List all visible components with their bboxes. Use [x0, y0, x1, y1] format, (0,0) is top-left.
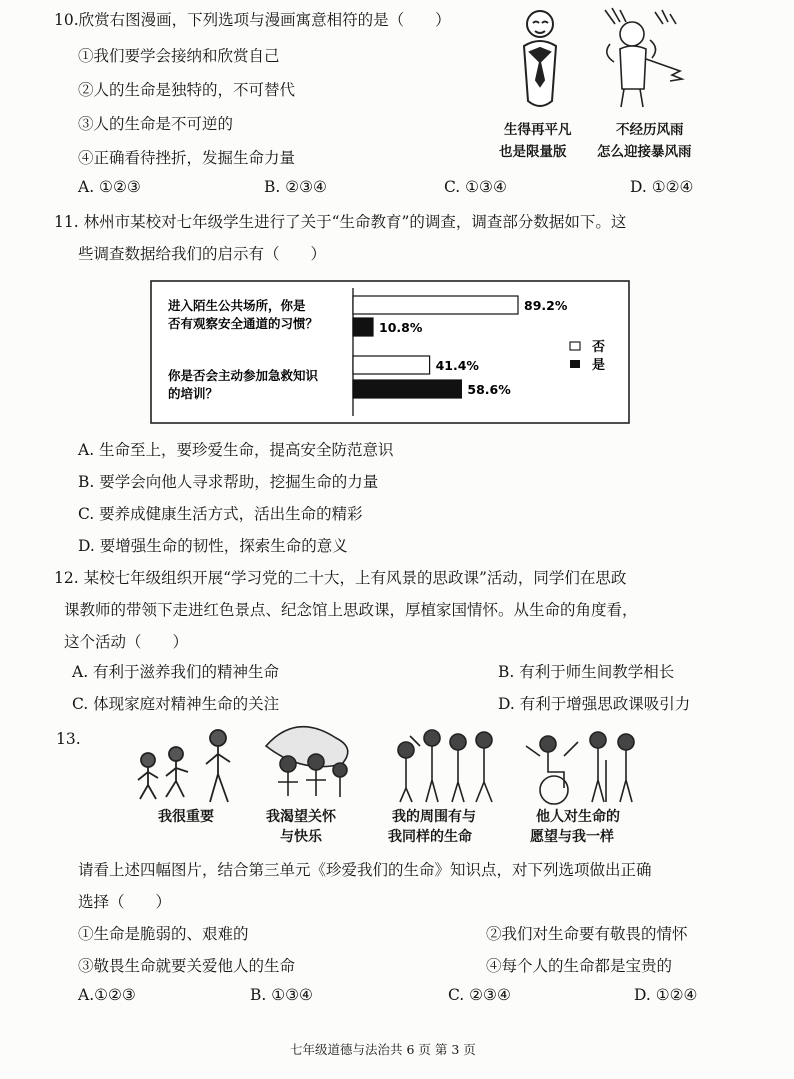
storm-figure-drawing: [605, 8, 682, 107]
legend-swatch-yes: [570, 360, 580, 368]
q10-statement-1: ①我们要学会接纳和欣赏自己: [78, 47, 280, 65]
q13-statement-1: ①生命是脆弱的、艰难的: [78, 925, 249, 943]
q10-statement-2: ②人的生命是独特的，不可替代: [78, 81, 296, 99]
q12-option-a: A. 有利于滋养我们的精神生命: [72, 663, 280, 681]
q10-statement-4: ④正确看待挫折，发掘生命力量: [78, 149, 296, 167]
cartoon-caption-1b: 也是限量版: [499, 144, 567, 160]
group-of-people-drawing: [398, 730, 492, 802]
q12-option-d: D. 有利于增强思政课吸引力: [498, 695, 691, 713]
q13-option-d: D. ①②④: [634, 986, 698, 1004]
q13-caption-3a: 我的周围有与: [392, 809, 476, 825]
q13-stem-line2: 选择（ ）: [78, 893, 172, 911]
q12-option-b: B. 有利于师生间教学相长: [498, 663, 675, 681]
q13-caption-4b: 愿望与我一样: [530, 829, 614, 845]
plain-figure-drawing: [524, 11, 556, 106]
q13-option-c: C. ②③④: [448, 986, 511, 1004]
cartoon-illustration: [500, 4, 720, 114]
legend-swatch-no: [570, 342, 580, 350]
q13-statement-4: ④每个人的生命都是宝贵的: [486, 957, 673, 975]
q13-stem-line1: 请看上述四幅图片，结合第三单元《珍爱我们的生命》知识点，对下列选项做出正确: [78, 861, 652, 879]
q13-caption-1: 我很重要: [158, 809, 214, 825]
caring-family-drawing: [266, 727, 348, 797]
q11-stem-line1: 11. 林州市某校对七年级学生进行了关于“生命教育”的调查，调查部分数据如下。这: [54, 213, 627, 231]
bar-yes-2: [353, 380, 461, 398]
q13-illustrations: [128, 716, 668, 810]
q13-option-a: A.①②③: [78, 986, 136, 1004]
category-label-2a: 你是否会主动参加急救知识: [168, 368, 319, 383]
q10-stem: 10.欣赏右图漫画，下列选项与漫画寓意相符的是（ ）: [54, 11, 451, 29]
q13-caption-2b: 与快乐: [280, 829, 322, 845]
children-walking-drawing: [138, 730, 230, 802]
bar-no-2: [353, 356, 430, 374]
q11-option-a: A. 生命至上，要珍爱生命，提高安全防范意识: [78, 441, 394, 459]
q13-number: 13.: [56, 730, 81, 748]
cartoon-caption-2a: 不经历风雨: [616, 122, 684, 138]
bar-label-no-1: 89.2%: [524, 298, 568, 313]
q12-stem-line2: 课教师的带领下走进红色景点、纪念馆上思政课，厚植家国情怀。从生命的角度看，: [64, 601, 638, 619]
q11-option-c: C. 要养成健康生活方式，活出生命的精彩: [78, 505, 363, 523]
q12-option-c: C. 体现家庭对精神生命的关注: [72, 695, 280, 713]
q12-stem-line1: 12. 某校七年级组织开展“学习党的二十大，上有风景的思政课”活动，同学们在思政: [54, 569, 627, 587]
q10-statement-3: ③人的生命是不可逆的: [78, 115, 234, 133]
q10-option-b: B. ②③④: [264, 178, 327, 196]
q13-option-b: B. ①③④: [250, 986, 313, 1004]
q12-stem-line3: 这个活动（ ）: [64, 633, 189, 651]
legend-label-yes: 是: [592, 358, 606, 373]
q11-option-b: B. 要学会向他人寻求帮助，挖掘生命的力量: [78, 473, 379, 491]
q13-statement-2: ②我们对生命要有敬畏的情怀: [486, 925, 688, 943]
category-label-2b: 的培训？: [168, 386, 219, 401]
q11-stem-line2: 些调查数据给我们的启示有（ ）: [78, 245, 327, 263]
q10-option-a: A. ①②③: [78, 178, 141, 196]
survey-bar-chart: [150, 280, 630, 424]
legend-label-no: 否: [592, 340, 606, 355]
wheelchair-elderly-drawing: [526, 732, 634, 804]
q13-caption-2a: 我渴望关怀: [266, 809, 336, 825]
bar-label-no-2: 41.4%: [435, 358, 479, 373]
bar-yes-1: [353, 318, 373, 336]
cartoon-caption-1a: 生得再平凡: [504, 122, 572, 138]
bar-label-yes-1: 10.8%: [379, 320, 423, 335]
page-footer: 七年级道德与法治共 6 页 第 3 页: [290, 1042, 476, 1057]
cartoon-caption-2b: 怎么迎接暴风雨: [597, 144, 692, 160]
category-label-1a: 进入陌生公共场所，你是: [168, 298, 306, 313]
q10-option-c: C. ①③④: [444, 178, 507, 196]
category-label-1b: 否有观察安全通道的习惯？: [168, 316, 319, 331]
bar-label-yes-2: 58.6%: [467, 382, 511, 397]
q13-statement-3: ③敬畏生命就要关爱他人的生命: [78, 957, 296, 975]
q11-option-d: D. 要增强生命的韧性，探索生命的意义: [78, 537, 348, 555]
q13-caption-4a: 他人对生命的: [536, 809, 620, 825]
q13-caption-3b: 我同样的生命: [388, 829, 472, 845]
q10-option-d: D. ①②④: [630, 178, 694, 196]
bar-no-1: [353, 296, 518, 314]
